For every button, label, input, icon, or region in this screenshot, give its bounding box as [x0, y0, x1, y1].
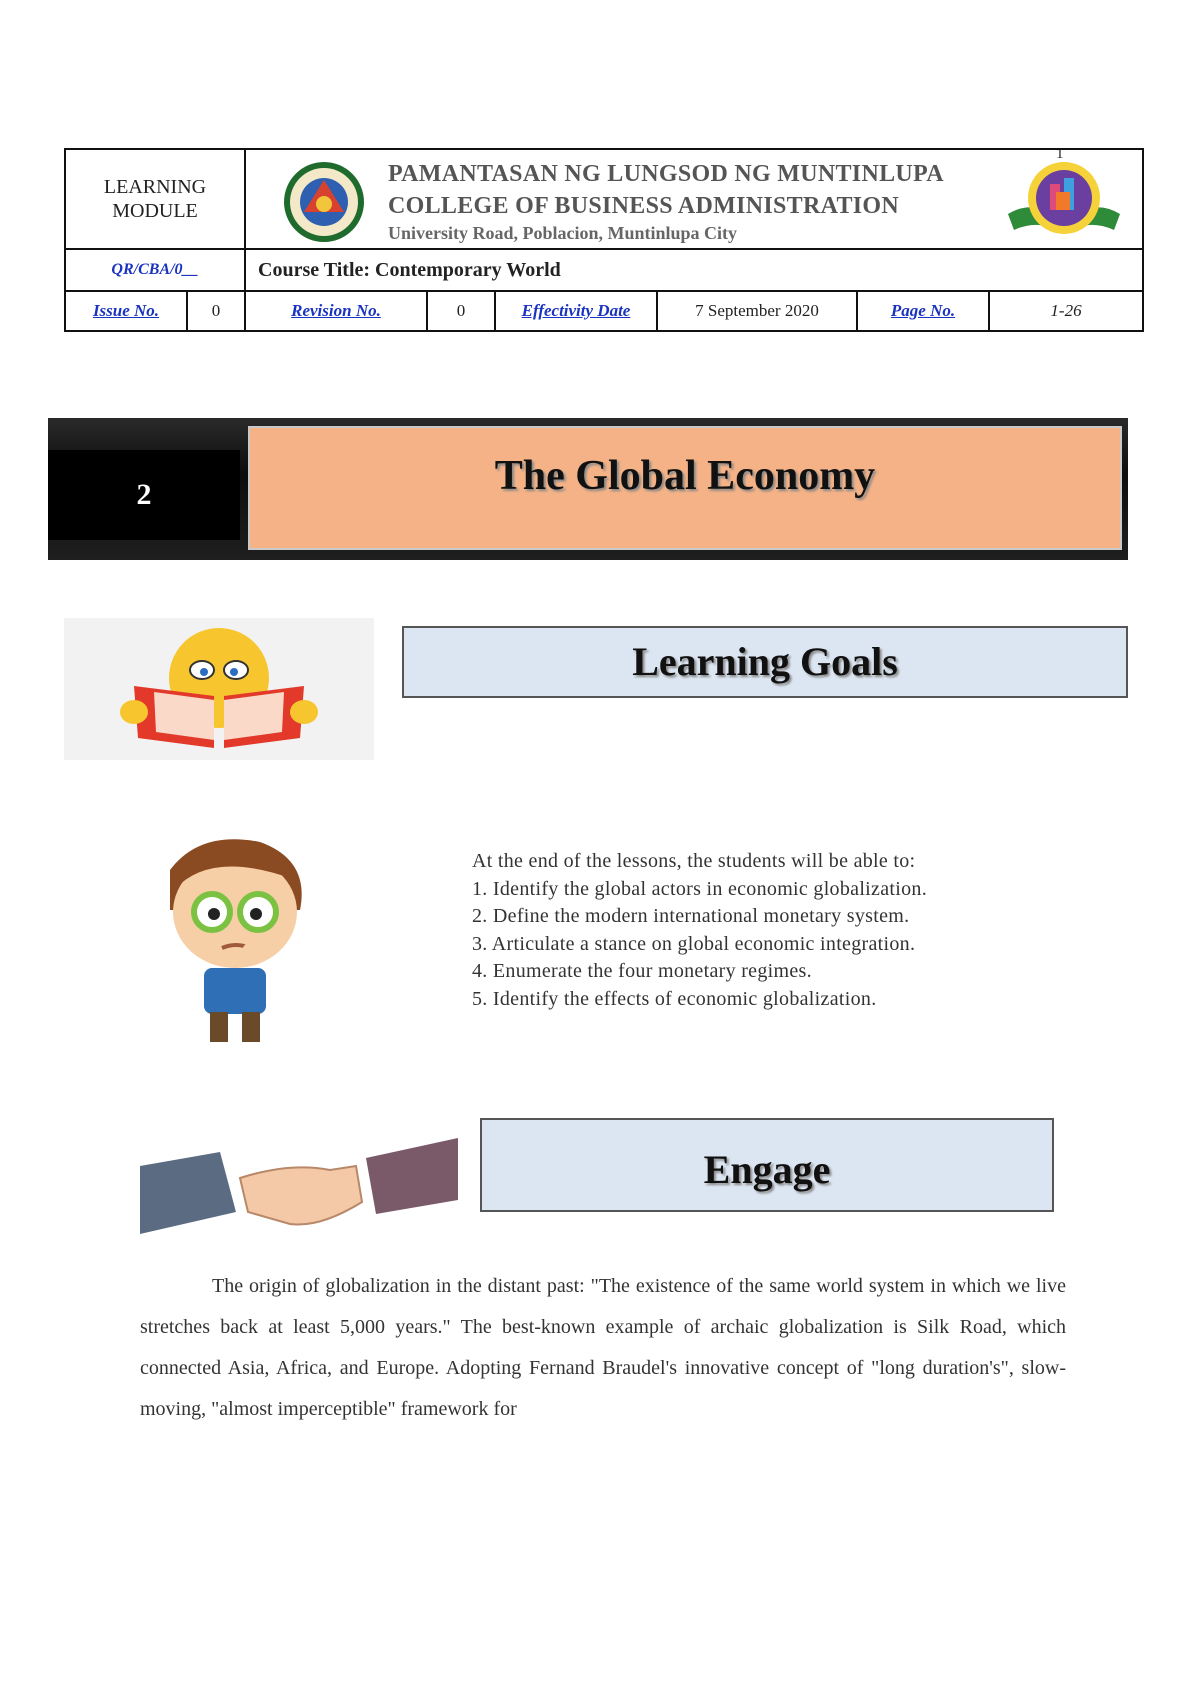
learning-goal-item: 5. Identify the effects of economic globalization.	[472, 987, 877, 1010]
institution-text	[388, 158, 944, 244]
header-row-title	[66, 150, 1142, 250]
learning-goal-item: 4. Enumerate the four monetary regimes.	[472, 960, 812, 982]
module-label-cell	[66, 150, 246, 248]
page-value: 1-26	[1050, 301, 1082, 320]
module-label-line1: LEARNING	[103, 176, 207, 198]
effectivity-value: 7 September 2020	[658, 292, 858, 330]
lesson-number: 2	[48, 450, 240, 540]
learning-goals-intro: At the end of the lessons, the students will be able to:	[472, 850, 916, 872]
engage-heading: Engage	[703, 1147, 831, 1192]
college-name: COLLEGE OF BUSINESS ADMINISTRATION	[388, 193, 899, 219]
handshake-icon	[140, 1138, 458, 1234]
page-label: Page No.	[858, 292, 990, 330]
page-number: 1	[1056, 146, 1064, 162]
document-header-table	[64, 148, 1144, 332]
thinking-boy-icon	[140, 830, 330, 1048]
header-row-course	[66, 250, 1142, 292]
engage-paragraph: The origin of globalization in the distant past: "The existence of the same world system in which we live stretches back at least 5,000 years." The best-known example of archaic globalization is Silk Road, which connected Asia, Africa, and Europe. Adopting Fernand Braudel's innovative concept of "long duration's", slow-moving, "almost imperceptible" framework for	[140, 1275, 1066, 1420]
reading-smiley-icon	[64, 618, 374, 760]
university-seal-icon	[282, 160, 366, 249]
engage-heading-box	[480, 1118, 1054, 1212]
institution-cell	[246, 150, 1142, 248]
course-title: Course Title: Contemporary World	[258, 258, 561, 281]
learning-goals-heading-box	[402, 626, 1128, 698]
lesson-title-box	[248, 426, 1122, 550]
university-name: PAMANTASAN NG LUNGSOD NG MUNTINLUPA	[388, 161, 944, 187]
issue-value: 0	[188, 292, 246, 330]
learning-goal-item: 2. Define the modern international monetary system.	[472, 905, 910, 927]
revision-value: 0	[428, 292, 496, 330]
qr-code-cell: QR/CBA/0__	[66, 250, 246, 290]
lesson-title: The Global Economy	[494, 453, 876, 499]
college-seal-icon	[1004, 158, 1124, 249]
university-address: University Road, Poblacion, Muntinlupa City	[388, 223, 738, 243]
issue-label: Issue No.	[66, 292, 188, 330]
effectivity-label: Effectivity Date	[496, 292, 658, 330]
learning-goals-list	[472, 848, 927, 1013]
learning-goal-item: 1. Identify the global actors in economic globalization.	[472, 877, 928, 900]
learning-goal-item: 3. Articulate a stance on global economic integration.	[472, 932, 916, 955]
module-label-line2: MODULE	[112, 200, 198, 222]
header-row-meta	[66, 292, 1142, 330]
learning-goals-heading: Learning Goals	[632, 639, 898, 684]
lesson-banner	[48, 418, 1128, 560]
revision-label: Revision No.	[246, 292, 428, 330]
